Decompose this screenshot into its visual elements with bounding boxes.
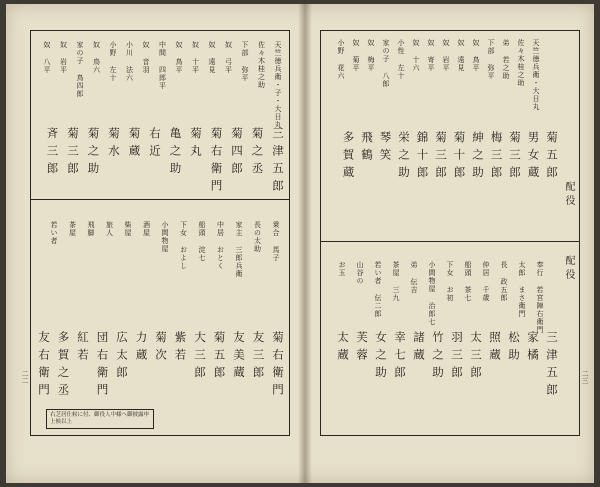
book-gutter	[298, 4, 312, 483]
role-label: 奴 梅平	[367, 39, 375, 72]
role-label: 奴 弓平	[224, 41, 233, 74]
actor-name: 紳之助	[471, 131, 485, 184]
actor-name: 菊次	[154, 331, 168, 366]
actor-name: 紅若	[76, 331, 90, 366]
actor-name: 友美蔵	[232, 331, 246, 384]
role-label: 旅人	[105, 221, 114, 237]
role-label: 小間物屋 治郎七	[428, 261, 436, 326]
role-label: 中居 おとく	[216, 221, 225, 270]
right-page-frame	[320, 30, 580, 436]
footnote-box	[46, 409, 154, 429]
actor-name: 多賀蔵	[341, 131, 356, 184]
actor-name: 菊五郎	[545, 131, 559, 184]
right-page-midrule	[321, 241, 579, 242]
actor-name: 多賀之丞	[56, 331, 71, 401]
role-label: 茶屋 三九	[392, 261, 400, 302]
role-label: 奴 岩平	[442, 39, 450, 72]
role-label: 奴 鳥平	[472, 39, 480, 72]
role-label: 奴 遠見	[457, 39, 465, 72]
left-page-midrule	[31, 199, 289, 200]
actor-name: 菊四郎	[230, 127, 244, 180]
actor-name: 三津五郎	[545, 331, 559, 401]
role-label: 奴 寄平	[427, 39, 435, 72]
role-label: 奴 十六	[412, 39, 420, 72]
role-label: 小間物屋	[161, 221, 169, 253]
actor-name: 太三郎	[469, 331, 483, 384]
role-label: 小川 法六	[125, 41, 134, 82]
actor-name: 団右衛門	[95, 331, 110, 401]
role-label: 弟 若之助	[502, 39, 510, 80]
actor-name: 太蔵	[336, 331, 350, 366]
actor-name: 広太郎	[115, 331, 129, 384]
actor-name: 斉三郎	[45, 127, 60, 180]
role-label: 下女 お初	[446, 261, 454, 302]
actor-name: 女之助	[374, 331, 388, 384]
role-label: 弟 伝吉	[410, 261, 418, 294]
actor-name: 松助	[507, 331, 521, 366]
actor-name: 羽三郎	[450, 331, 464, 384]
actor-name: 菊丸	[189, 127, 203, 162]
role-label: 船頭 茶七	[464, 261, 472, 302]
actor-name: 諸蔵	[412, 331, 426, 366]
actor-name: 梅三郎	[489, 131, 504, 184]
role-label: 山谷の	[356, 261, 364, 285]
left-page-number: 二二	[21, 370, 29, 384]
actor-name: 芙蓉	[355, 331, 369, 366]
role-label: 家主 三郎兵衛	[235, 221, 243, 278]
role-label: 若い者 伝二郎	[374, 261, 382, 318]
role-label: 下女 およし	[179, 221, 188, 270]
actor-name: 菊三郎	[508, 131, 522, 184]
role-label: 小野 左十	[109, 41, 117, 82]
actor-name: 友右衛門	[37, 331, 51, 401]
role-label: 若い者	[50, 221, 58, 245]
role-label: 奴 遠見	[208, 41, 216, 74]
actor-name: 菊之助	[86, 127, 101, 180]
role-label: 太郎 まさ衛門	[518, 261, 526, 318]
actor-name: 菊蔵	[127, 127, 142, 162]
role-label: 奴 岩平	[59, 41, 68, 74]
role-label: 柴屋	[124, 221, 132, 237]
role-label: 奴 十平	[191, 41, 200, 74]
actor-name: 菊水	[107, 127, 121, 162]
actor-name: 琴笑	[378, 131, 393, 166]
actor-name: 菊右衛門	[271, 331, 285, 401]
role-label: 茶屋	[68, 221, 77, 237]
role-label: 仲居 千歳	[482, 261, 490, 302]
right-lower-heading: 配役	[563, 255, 574, 283]
actor-name: 家橘	[526, 331, 540, 366]
actor-name: 友三郎	[251, 331, 266, 384]
actor-name: 栄之助	[397, 131, 411, 184]
role-label: 佐々木桂之助	[517, 39, 525, 87]
role-label: 中間 四郎平	[158, 41, 167, 90]
role-label: 下部 弥平	[487, 39, 495, 80]
role-label: 飛脚	[87, 221, 95, 237]
role-label: 酒屋	[142, 221, 151, 237]
book-spread	[6, 4, 594, 483]
role-label: 奴 八平	[43, 41, 51, 74]
role-label: 船頭 淀七	[198, 221, 206, 262]
actor-name: 錦十郎	[415, 131, 430, 184]
role-label: 小性 左十	[397, 39, 405, 80]
actor-name: 右近	[148, 127, 162, 162]
role-label: 家の子 鳥四郎	[76, 41, 84, 98]
actor-name: 飛鶴	[360, 131, 374, 166]
actor-name: 竹之助	[431, 331, 445, 384]
role-label: 乗合 馬子	[272, 221, 280, 262]
role-label: 奴 菊平	[352, 39, 360, 72]
role-label: 奉行 若宮陣右衛門	[536, 261, 544, 334]
role-label: 下部 弥平	[241, 41, 249, 82]
role-label: 長の太助	[253, 221, 262, 253]
actor-name: 大三郎	[193, 331, 207, 384]
left-page-frame	[30, 30, 290, 436]
role-label: 佐々木桂之助	[257, 41, 266, 89]
actor-name: 男女蔵	[526, 131, 541, 184]
actor-name: 幸七郎	[393, 331, 407, 384]
right-page-number: 二三	[581, 370, 589, 384]
actor-name: 亀之助	[168, 127, 183, 180]
role-label: 奴 音羽	[142, 41, 150, 74]
actor-name: 菊十郎	[452, 131, 467, 184]
actor-name: 菊五郎	[212, 331, 227, 384]
right-page	[312, 4, 594, 483]
role-label: 小野 花六	[337, 39, 345, 80]
actor-name: 菊右衛門	[209, 127, 224, 197]
left-page	[6, 4, 298, 483]
role-label: 長 政五郎	[500, 261, 508, 302]
role-label: 天竺徳兵衛・大日丸	[532, 39, 540, 111]
actor-name: 菊三郎	[66, 127, 80, 180]
role-label: 奴 鳥平	[175, 41, 183, 74]
right-heading: 配役	[563, 181, 574, 209]
actor-name: 菊三郎	[434, 131, 448, 184]
actor-name: 紫若	[173, 331, 188, 366]
role-label: 天竺徳兵衛・子・大日丸	[274, 41, 282, 129]
footnote-text: 右芝居仕候に付、御役人中様へ御披露申上候以上	[50, 412, 150, 426]
actor-name: 菊之丞	[250, 127, 265, 180]
actor-name: 力蔵	[134, 331, 149, 366]
actor-name: 三津五郎	[271, 127, 285, 197]
role-label: 奴 鳥六	[92, 41, 101, 74]
actor-name: 照蔵	[488, 331, 502, 366]
role-label: 家の子 八郎	[382, 39, 390, 88]
role-label: お玉	[338, 261, 346, 277]
